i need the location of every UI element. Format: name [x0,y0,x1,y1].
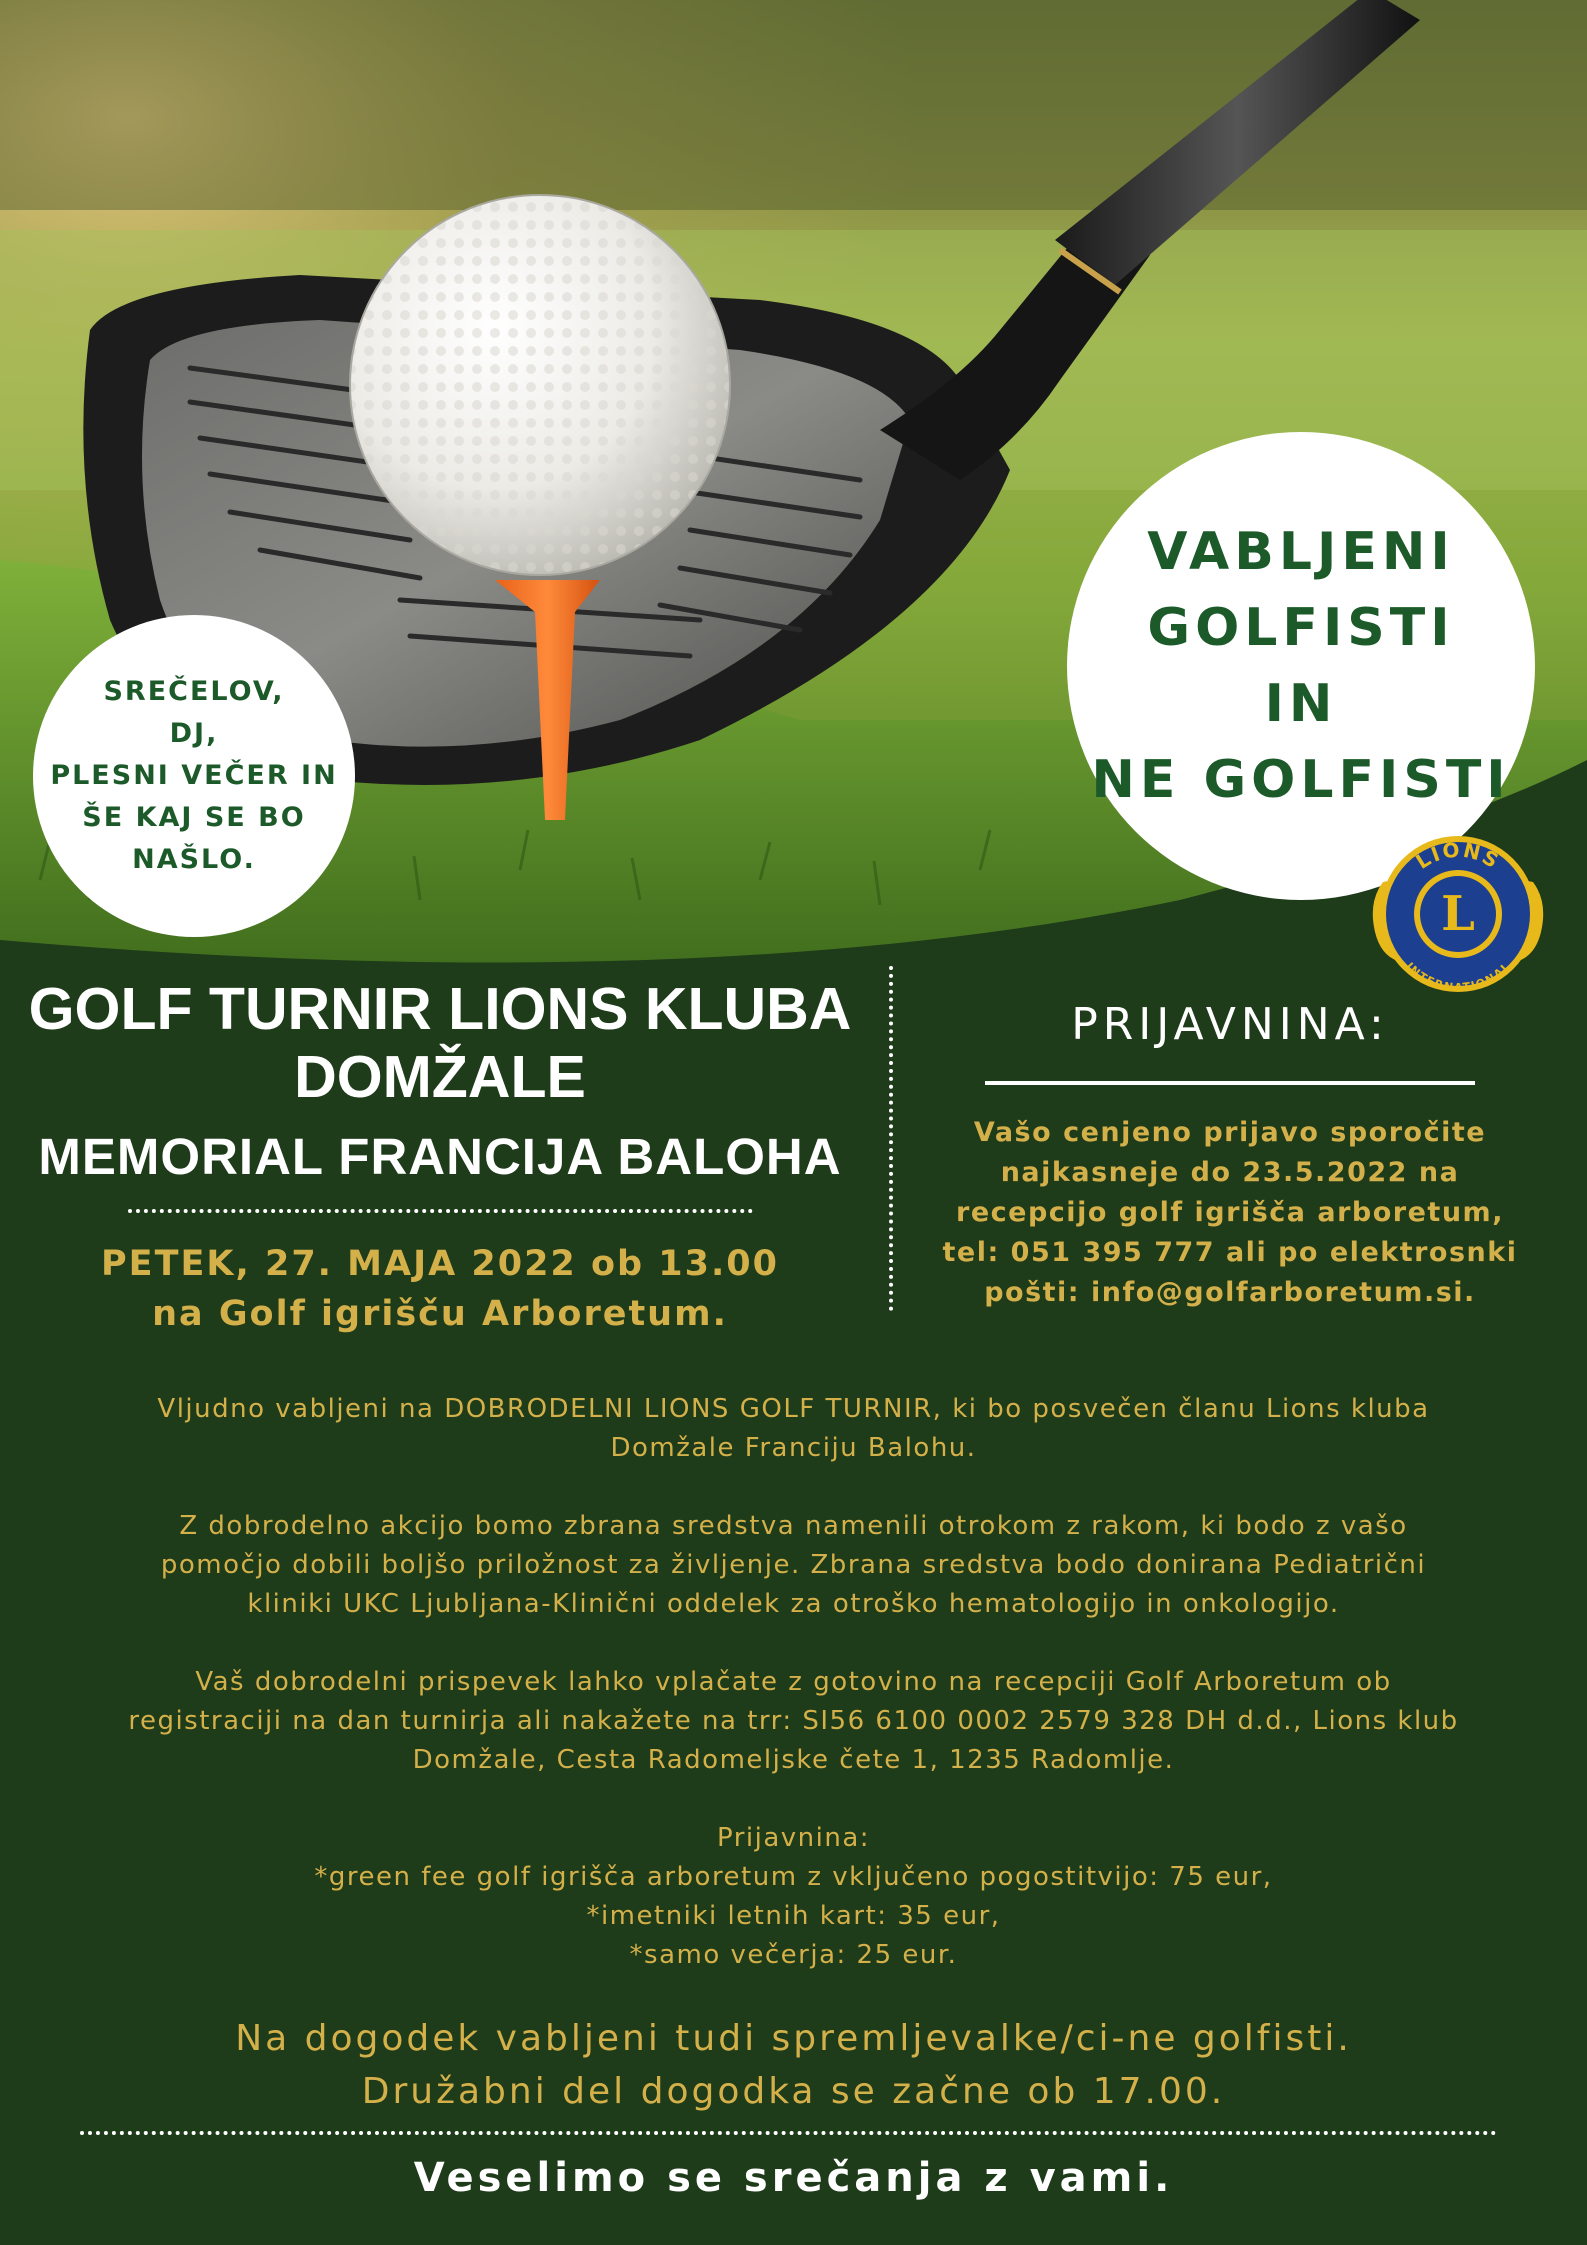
companion-note [40,2012,1547,2118]
registration-line: recepcijo golf igrišča arboretum, [956,1197,1504,1228]
registration-line: tel: 051 395 777 ali po elektrosnki [942,1237,1518,1268]
logo-letter: L [1441,886,1475,942]
text-line: pomočjo dobili boljšo priložnost za življenje. Zbrana sredstva bodo donirana Pediatrični [160,1550,1427,1580]
event-title [20,975,860,1111]
badge-left-line: SREČELOV, [103,676,285,707]
fee-item: *imetniki letnih kart: 35 eur, [586,1901,1001,1931]
logo-bottom-text: INTERNATIONAL [1403,959,1513,994]
note-line: Na dogodek vabljeni tudi spremljevalke/ci-ne golfisti. [235,2018,1352,2059]
event-title-line: DOMŽALE [294,1044,586,1110]
registration-line: Vašo cenjeno prijavo sporočite [973,1117,1487,1148]
event-date [20,1239,860,1339]
registration-text [900,1113,1560,1313]
badge-left-line: DJ, [169,718,219,749]
badge-left-line: ŠE KAJ SE BO [82,802,306,833]
badge-left-line: PLESNI VEČER IN [50,760,338,791]
registration-heading: PRIJAVNINA: [1071,999,1389,1050]
event-title-line: GOLF TURNIR LIONS KLUBA [28,976,852,1042]
note-line: Družabni del dogodka se začne ob 17.00. [361,2071,1226,2112]
badge-right-line: GOLFISTI [1147,598,1455,658]
text-line: Z dobrodelno akcijo bomo zbrana sredstva namenili otrokom z rakom, ki bodo z vašo [179,1511,1408,1541]
text-line: Domžale Franciju Balohu. [610,1433,977,1463]
registration-info [900,995,1560,1313]
bottom-dotted-divider [80,2131,1497,2135]
badge-right-line: IN [1264,674,1338,734]
paragraph-charity [40,1507,1547,1624]
event-venue-line: na Golf igrišču Arboretum. [152,1294,728,1334]
lions-logo-icon [1363,822,1553,1002]
dotted-divider [128,1209,753,1213]
text-line: Vljudno vabljeni na DOBRODELNI LIONS GOLF TURNIR, ki bo posvečen članu Lions kluba [157,1394,1430,1424]
solid-divider [985,1081,1475,1085]
vertical-dotted-divider [889,966,893,1311]
registration-line: najkasneje do 23.5.2022 na [1000,1157,1460,1188]
closing-line: Veselimo se srečanja z vami. [413,2155,1174,2201]
badge-entertainment [33,615,355,937]
event-info [20,975,860,1339]
text-line: kliniki UKC Ljubljana-Klinični oddelek za otroško hematologijo in onkologijo. [247,1589,1340,1619]
registration-line: pošti: info@golfarboretum.si. [984,1277,1476,1308]
fees-heading: Prijavnina: [716,1823,871,1853]
logo-top-text: LIONS [1411,837,1505,874]
fee-item: *samo večerja: 25 eur. [629,1940,958,1970]
body-text [40,1390,1547,1975]
paragraph-donation [40,1663,1547,1780]
event-subtitle: MEMORIAL FRANCIJA BALOHA [38,1128,842,1185]
paragraph-invitation [40,1390,1547,1468]
event-date-line: PETEK, 27. MAJA 2022 ob 13.00 [101,1244,779,1284]
text-line: Vaš dobrodelni prispevek lahko vplačate z gotovino na recepciji Golf Arboretum ob [195,1667,1392,1697]
badge-right-line: NE GOLFISTI [1091,750,1511,810]
badge-left-line: NAŠLO. [132,844,256,875]
lions-international-logo [1363,822,1553,1002]
badge-right-line: VABLJENI [1147,522,1455,582]
text-line: Domžale, Cesta Radomeljske čete 1, 1235 Radomlje. [412,1745,1175,1775]
text-line: registraciji na dan turnirja ali nakažete na trr: SI56 6100 0002 2579 328 DH d.d., Lions klub [128,1706,1459,1736]
paragraph-fees [40,1819,1547,1975]
fee-item: *green fee golf igrišča arboretum z vključeno pogostitvijo: 75 eur, [314,1862,1273,1892]
